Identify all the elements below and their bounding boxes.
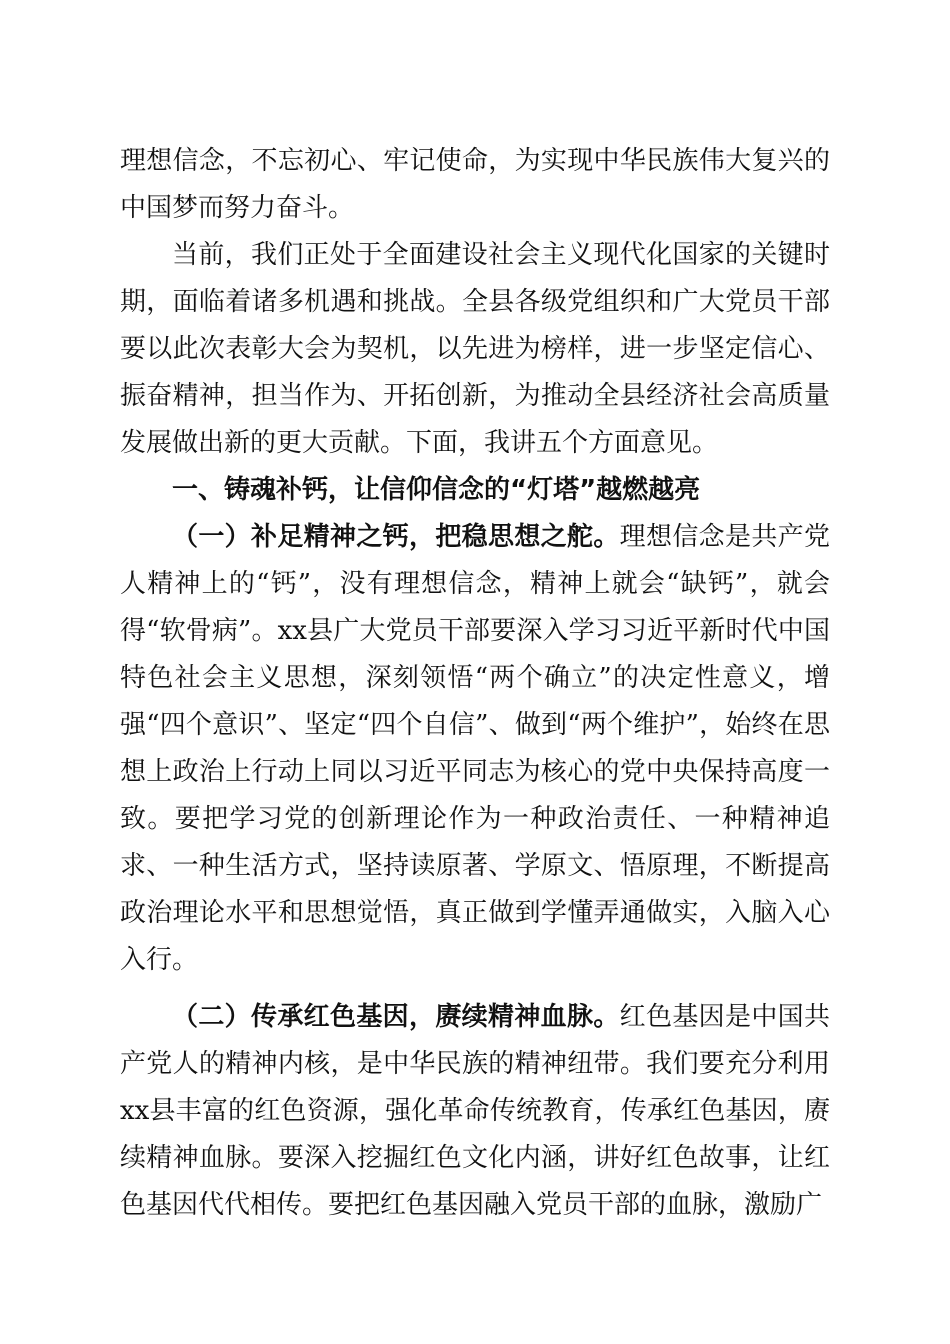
subsection-1 [120,514,830,984]
subsection-2 [120,994,830,1229]
subsection-2-title: （二）传承红色基因，赓续精神血脉。 [172,1002,620,1032]
subsection-1-body: 理想信念是共产党人精神上的“钙”，没有理想信念，精神上就会“缺钙”，就会得“软骨病”。xx县广大党员干部要深入学习习近平新时代中国特色社会主义思想，深刻领悟“两个确立”的决定性意义，增强“四个意识”、坚定“四个自信”、做到“两个维护”，始终在思想上政治上行动上同以习近平同志为核心的党中央保持高度一致。要把学习党的创新理论作为一种政治责任、一种精神追求、一种生活方式，坚持读原著、学原文、悟原理，不断提高政治理论水平和思想觉悟，真正做到学懂弄通做实，入脑入心入行。 [120,522,830,975]
paragraph-intro: 当前，我们正处于全面建设社会主义现代化国家的关键时期，面临着诸多机遇和挑战。全县各级党组织和广大党员干部要以此次表彰大会为契机，以先进为榜样，进一步坚定信心、振奋精神，担当作为、开拓创新，为推动全县经济社会高质量发展做出新的更大贡献。下面，我讲五个方面意见。 [120,240,830,458]
paragraph-continuation: 理想信念，不忘初心、牢记使命，为实现中华民族伟大复兴的中国梦而努力奋斗。 [120,146,830,223]
subsection-2-body: 红色基因是中国共产党人的精神内核，是中华民族的精神纽带。我们要充分利用xx县丰富的红色资源，强化革命传统教育，传承红色基因，赓续精神血脉。要深入挖掘红色文化内涵，讲好红色故事，让红色基因代代相传。要把红色基因融入党员干部的血脉，激励广 [120,1002,830,1220]
subsection-1-title: （一）补足精神之钙，把稳思想之舵。 [172,522,620,552]
document-page [120,138,830,1229]
section-heading-1: 一、铸魂补钙，让信仰信念的“灯塔”越燃越亮 [172,475,701,505]
